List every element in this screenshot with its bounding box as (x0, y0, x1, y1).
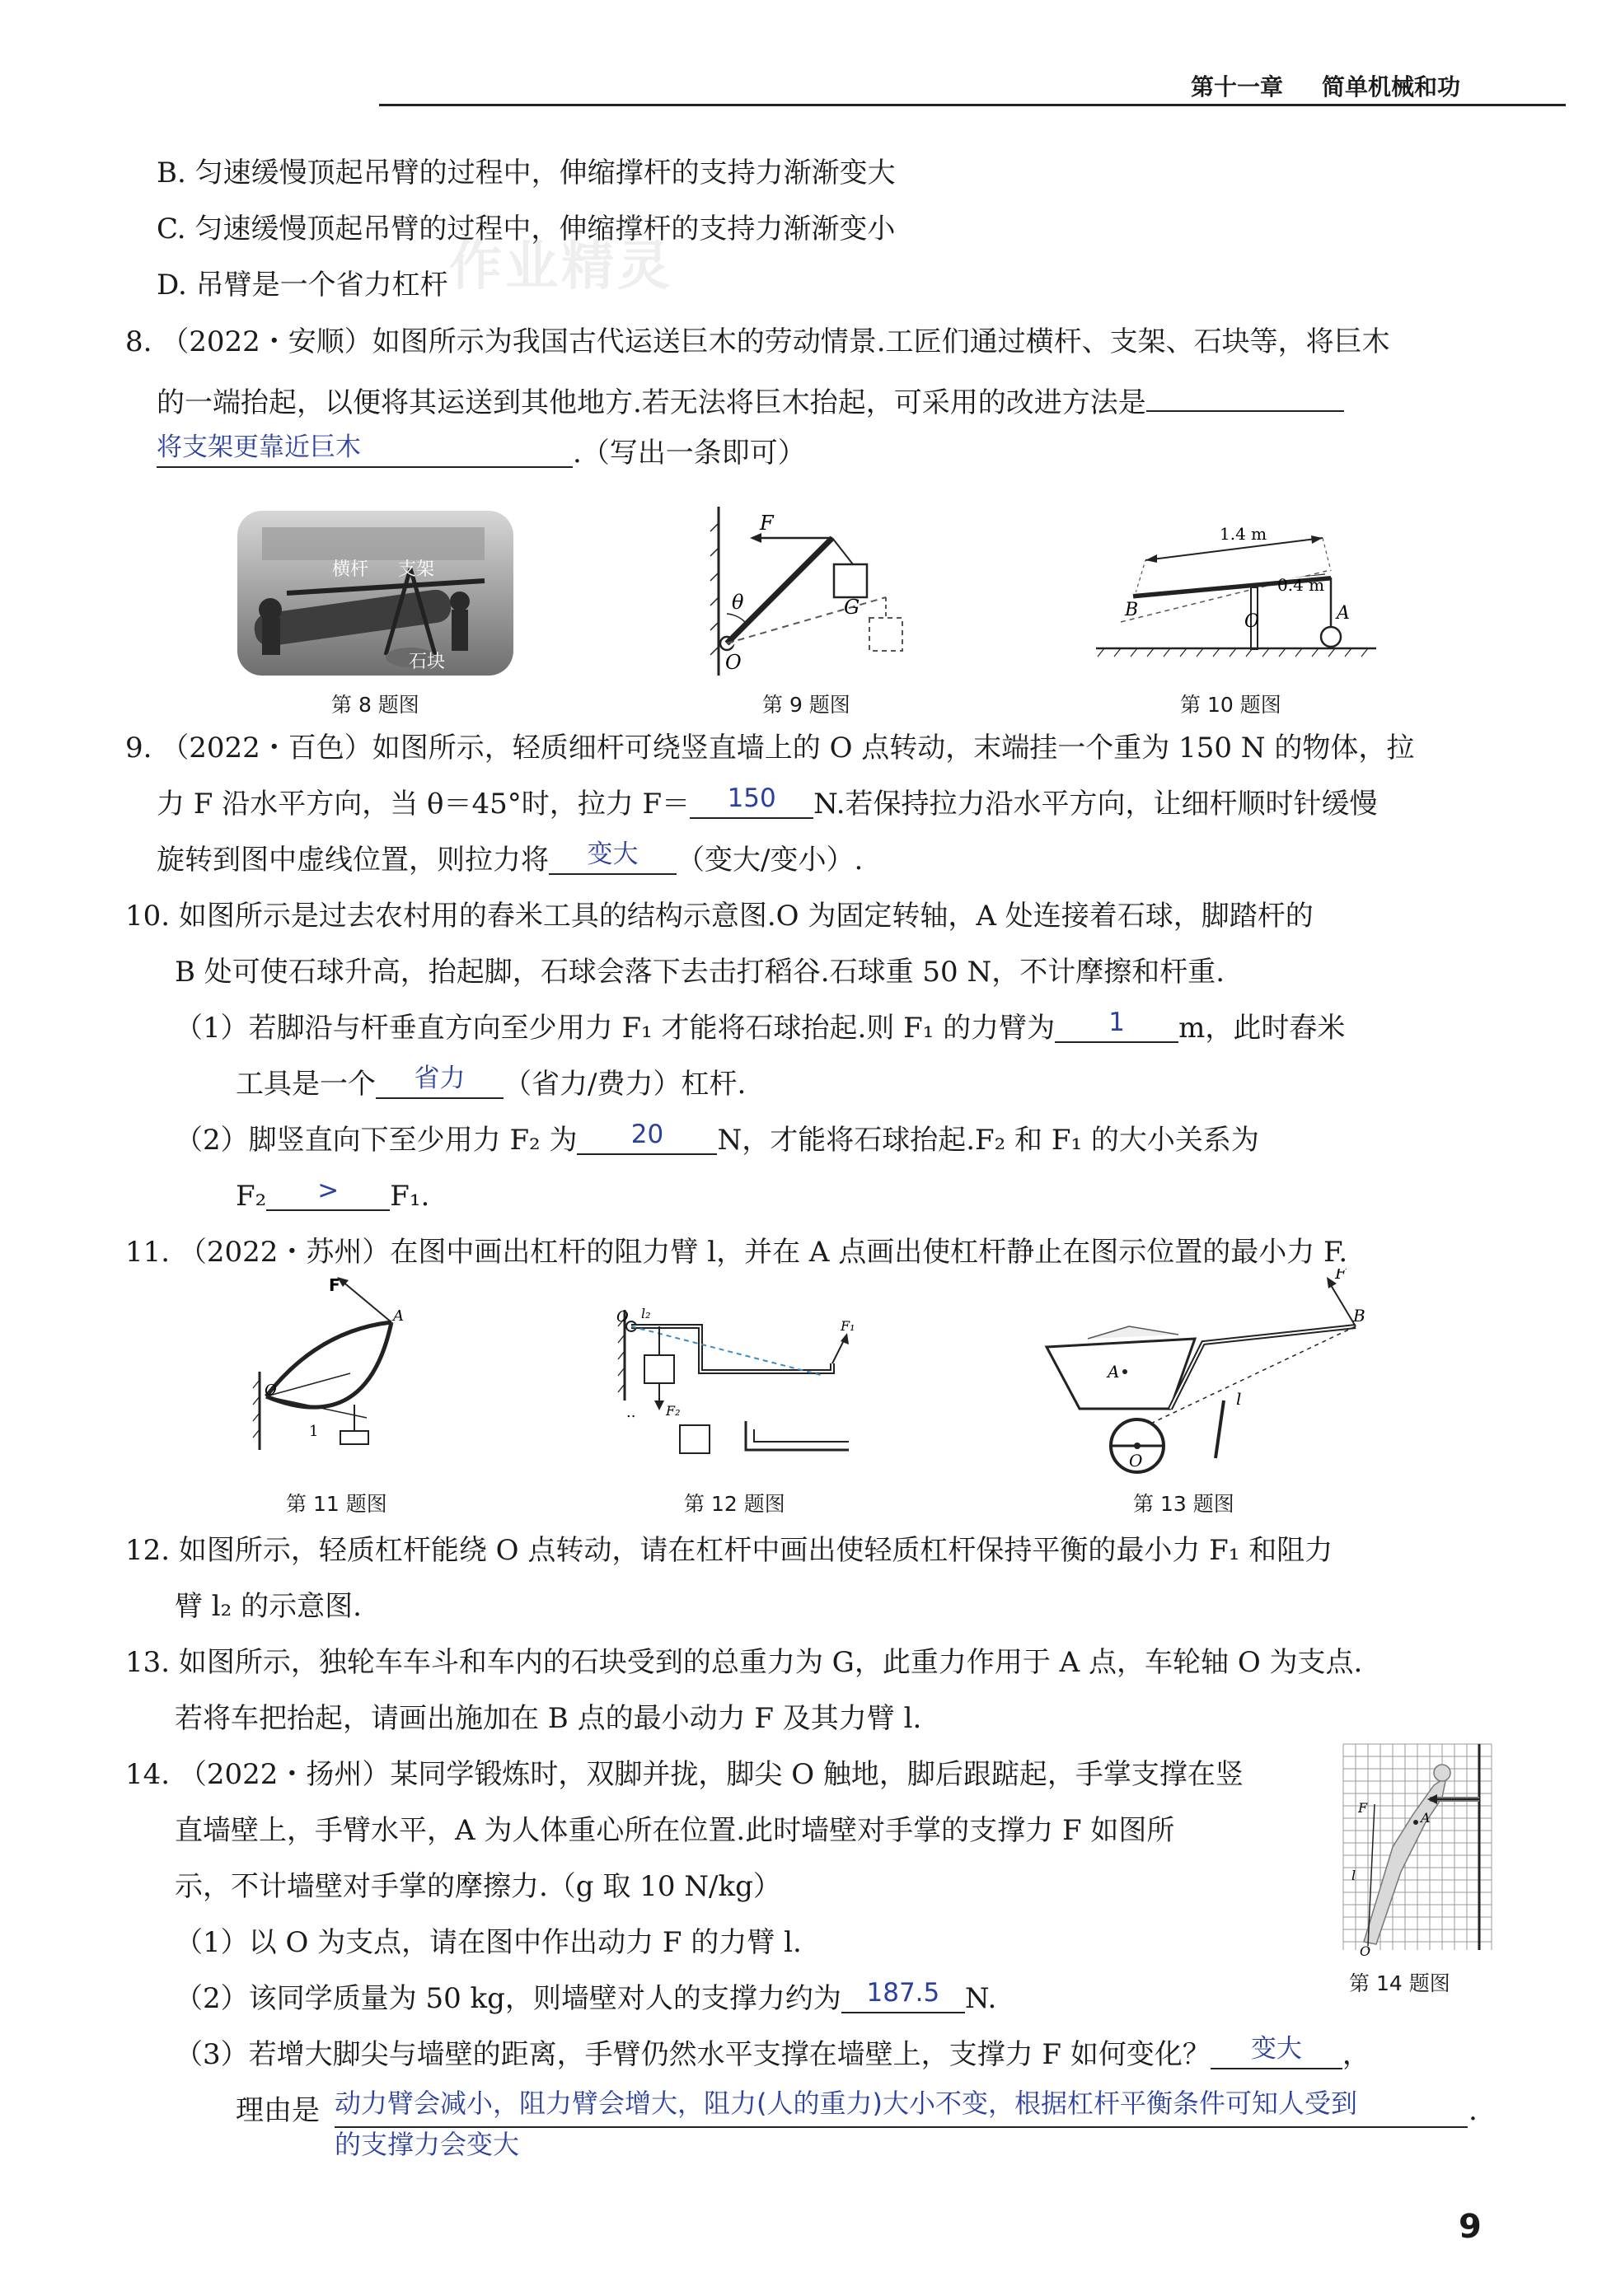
q13-line1: 13. 如图所示，独轮车车斗和车内的石块受到的总重力为 G，此重力作用于 A 点，车轮轴 O 为支点. (125, 1646, 1363, 1679)
q10-p2-line2 (236, 1178, 429, 1214)
figure-13-caption: 第 13 题图 (1133, 1492, 1234, 1516)
figure-10-label-total: 1.4 m (1220, 524, 1267, 544)
q7-option-d: D. 吊臂是一个省力杠杆 (157, 269, 448, 302)
q8-answer-blank (157, 435, 573, 468)
q14-line2: 直墙壁上，手臂水平，A 为人体重心所在位置.此时墙壁对手掌的支撑力 F 如图所 (175, 1814, 1175, 1847)
q14-p1: （1）以 O 为支点，请在图中作出动力 F 的力臂 l. (175, 1926, 802, 1959)
figure-12-caption: 第 12 题图 (684, 1492, 785, 1516)
q14-p3-reason-label: 理由是 (236, 2094, 320, 2127)
q10-blank-4 (266, 1178, 390, 1211)
q14-answer-3-line1: 动力臂会减小，阻力臂会增大，阻力(人的重力)大小不变，根据杠杆平衡条件可知人受到 (335, 2088, 1357, 2119)
figure-14-label-a: A (1421, 1810, 1431, 1826)
q14-line1: 14. （2022・扬州）某同学锻炼时，双脚并拢，脚尖 O 触地，脚后跟踮起，手掌支撑在竖 (125, 1758, 1244, 1791)
q9-answer-1: 150 (727, 783, 776, 813)
figure-11-label-l: 1 (309, 1423, 319, 1440)
figure-9-diagram (709, 498, 923, 680)
figure-10-diagram (1096, 515, 1376, 680)
figure-12-diagram (610, 1293, 857, 1475)
q10-answer-2: 省力 (414, 1064, 466, 1093)
q7-option-c: C. 匀速缓慢顶起吊臂的过程中，伸缩撑杆的支持力渐渐变小 (157, 213, 896, 245)
figure-8-label-bar: 横杆 (332, 559, 369, 580)
figure-11-caption: 第 11 题图 (286, 1492, 387, 1516)
q10-line1: 10. 如图所示是过去农村用的舂米工具的结构示意图.O 为固定转轴，A 处连接着石球，脚踏杆的 (125, 900, 1314, 933)
figure-13-label-f: F (1335, 1269, 1347, 1283)
figure-14 (1335, 1740, 1500, 1958)
q14-p3-b: ， (1342, 2038, 1370, 2071)
q10-answer-4: > (317, 1176, 340, 1205)
q10-p2-d: F₁. (390, 1180, 430, 1213)
q10-blank-3 (577, 1122, 717, 1155)
q14-reason-end: . (1468, 2094, 1478, 2127)
figure-10-label-short: 0.4 m (1277, 575, 1325, 595)
q14-p2-a: （2）该同学质量为 50 kg，则墙壁对人的支撑力约为 (175, 1982, 841, 2015)
figure-14-diagram (1335, 1740, 1500, 1958)
figure-12-label-f1: F₁ (841, 1318, 855, 1334)
q9-line3-b: （变大/变小）. (677, 844, 864, 877)
header-rule (379, 104, 1566, 106)
figure-13 (1038, 1269, 1368, 1475)
figure-13-label-l: l (1236, 1389, 1242, 1409)
page-number: 9 (1459, 2208, 1482, 2246)
figure-8 (237, 511, 513, 676)
q8-line3-tail: .（写出一条即可） (573, 437, 806, 470)
q9-line2-b: N.若保持拉力沿水平方向，让细杆顺时针缓慢 (813, 788, 1378, 821)
q12-line1: 12. 如图所示，轻质杠杆能绕 O 点转动，请在杠杆中画出使轻质杠杆保持平衡的最小力 F₁ 和阻力 (125, 1534, 1333, 1567)
figure-9-label-f: F (760, 512, 774, 535)
q8-line2-text: 的一端抬起，以便将其运送到其他地方.若无法将巨木抬起，可采用的改进方法是 (157, 386, 1146, 419)
figure-8-label-frame: 支架 (398, 559, 435, 580)
q14-p3-a: （3）若增大脚尖与墙壁的距离，手臂仍然水平支撑在墙壁上，支撑力 F 如何变化？ (175, 2038, 1211, 2071)
figure-14-caption: 第 14 题图 (1349, 1971, 1450, 1995)
q10-answer-3: 20 (630, 1120, 664, 1149)
q14-p2-b: N. (964, 1982, 997, 2015)
figure-10-caption: 第 10 题图 (1180, 693, 1281, 717)
figure-8-caption: 第 8 题图 (331, 693, 419, 717)
figure-12 (610, 1293, 857, 1475)
q14-answer-3-line2: 的支撑力会变大 (335, 2129, 520, 2160)
q10-blank-2 (376, 1066, 504, 1099)
q9-blank-1 (690, 783, 813, 819)
figure-12-label-l2: l₂ (641, 1306, 651, 1321)
q8-line3 (157, 435, 806, 471)
figure-11-label-o: O (265, 1382, 277, 1399)
q8-blank-tail (1146, 379, 1344, 412)
figure-9-label-theta: θ (732, 591, 744, 614)
figure-14-label-o: O (1360, 1943, 1371, 1958)
q9-line2-a: 力 F 沿水平方向，当 θ＝45°时，拉力 F＝ (157, 788, 691, 821)
q11-line1: 11. （2022・苏州）在图中画出杠杆的阻力臂 l，并在 A 点画出使杠杆静止在图示位置的最小力 F. (125, 1236, 1348, 1269)
q9-line3 (157, 839, 864, 878)
q8-line1: 8. （2022・安顺）如图所示为我国古代运送巨木的劳动情景.工匠们通过横杆、支架、石块等，将巨木 (125, 325, 1390, 358)
q10-p1-c: 工具是一个 (236, 1068, 376, 1101)
figure-11-label-f: F (329, 1275, 340, 1295)
q13-line2: 若将车把抬起，请画出施加在 B 点的最小动力 F 及其力臂 l. (175, 1702, 922, 1735)
q8-answer: 将支架更靠近巨木 (157, 433, 361, 462)
figure-11-diagram (251, 1273, 416, 1454)
q14-p3 (175, 2036, 1370, 2073)
figure-14-label-l: l (1351, 1868, 1356, 1883)
q10-answer-1: 1 (1108, 1008, 1125, 1037)
figure-13-diagram (1038, 1269, 1368, 1475)
watermark: 作业精灵 (449, 236, 673, 297)
q10-p1-b: m，此时舂米 (1178, 1012, 1346, 1045)
q9-line2 (157, 783, 1378, 822)
q9-answer-2: 变大 (587, 839, 639, 869)
q9-line3-a: 旋转到图中虚线位置，则拉力将 (157, 844, 549, 877)
q14-blank-2 (1211, 2036, 1342, 2069)
figure-10-label-o: O (1244, 611, 1260, 632)
q14-p2 (175, 1980, 996, 2017)
q9-line1: 9. （2022・百色）如图所示，轻质细杆可绕竖直墙上的 O 点转动，末端挂一个重为 150 N 的物体，拉 (125, 732, 1415, 765)
figure-14-label-f: F (1358, 1800, 1368, 1816)
figure-12-label-o: O (616, 1308, 629, 1326)
figure-10 (1096, 515, 1376, 680)
figure-13-label-o: O (1129, 1451, 1143, 1471)
figure-13-label-b: B (1353, 1306, 1365, 1326)
q8-line2 (157, 379, 1344, 421)
q10-p1-a: （1）若脚沿与杆垂直方向至少用力 F₁ 才能将石球抬起.则 F₁ 的力臂为 (175, 1012, 1056, 1045)
figure-9-label-o: O (725, 651, 742, 674)
q10-blank-1 (1055, 1010, 1178, 1043)
q12-line2: 臂 l₂ 的示意图. (175, 1590, 362, 1623)
q14-line3: 示，不计墙壁对手掌的摩擦力.（g 取 10 N/kg） (175, 1870, 781, 1903)
q10-p2-b: N，才能将石球抬起.F₂ 和 F₁ 的大小关系为 (717, 1124, 1259, 1157)
q10-p1-line1 (175, 1010, 1345, 1046)
q14-answer-1: 187.5 (866, 1978, 940, 2008)
chapter-number: 第十一章 (1191, 73, 1284, 101)
q9-blank-2 (549, 839, 677, 875)
chapter-title: 简单机械和功 (1322, 73, 1461, 101)
figure-13-label-a: A (1108, 1362, 1120, 1382)
figure-11-label-a: A (393, 1307, 404, 1325)
figure-11 (251, 1273, 416, 1454)
q10-p1-line2 (236, 1066, 746, 1102)
q10-p2-line1 (175, 1122, 1259, 1158)
q14-blank-1 (841, 1980, 965, 2013)
svg-text:..: .. (626, 1404, 636, 1421)
figure-9-label-g: G (844, 596, 860, 619)
q10-p2-c: F₂ (236, 1180, 267, 1213)
q7-option-b: B. 匀速缓慢顶起吊臂的过程中，伸缩撑杆的支持力渐渐变大 (157, 157, 896, 189)
q10-line2: B 处可使石球升高，抬起脚，石球会落下去击打稻谷.石球重 50 N，不计摩擦和杆重. (175, 956, 1225, 989)
figure-8-label-stone: 石块 (409, 652, 446, 672)
q10-p2-a: （2）脚竖直向下至少用力 F₂ 为 (175, 1124, 578, 1157)
q10-p1-d: （省力/费力）杠杆. (504, 1068, 747, 1101)
figure-9 (709, 498, 923, 680)
figure-12-label-f2: F₂ (666, 1403, 681, 1419)
figure-10-label-a: A (1337, 603, 1350, 624)
figure-10-label-b: B (1125, 600, 1139, 620)
q14-answer-2: 变大 (1250, 2034, 1302, 2064)
figure-9-caption: 第 9 题图 (762, 693, 850, 717)
figure-8-illustration (237, 511, 513, 676)
